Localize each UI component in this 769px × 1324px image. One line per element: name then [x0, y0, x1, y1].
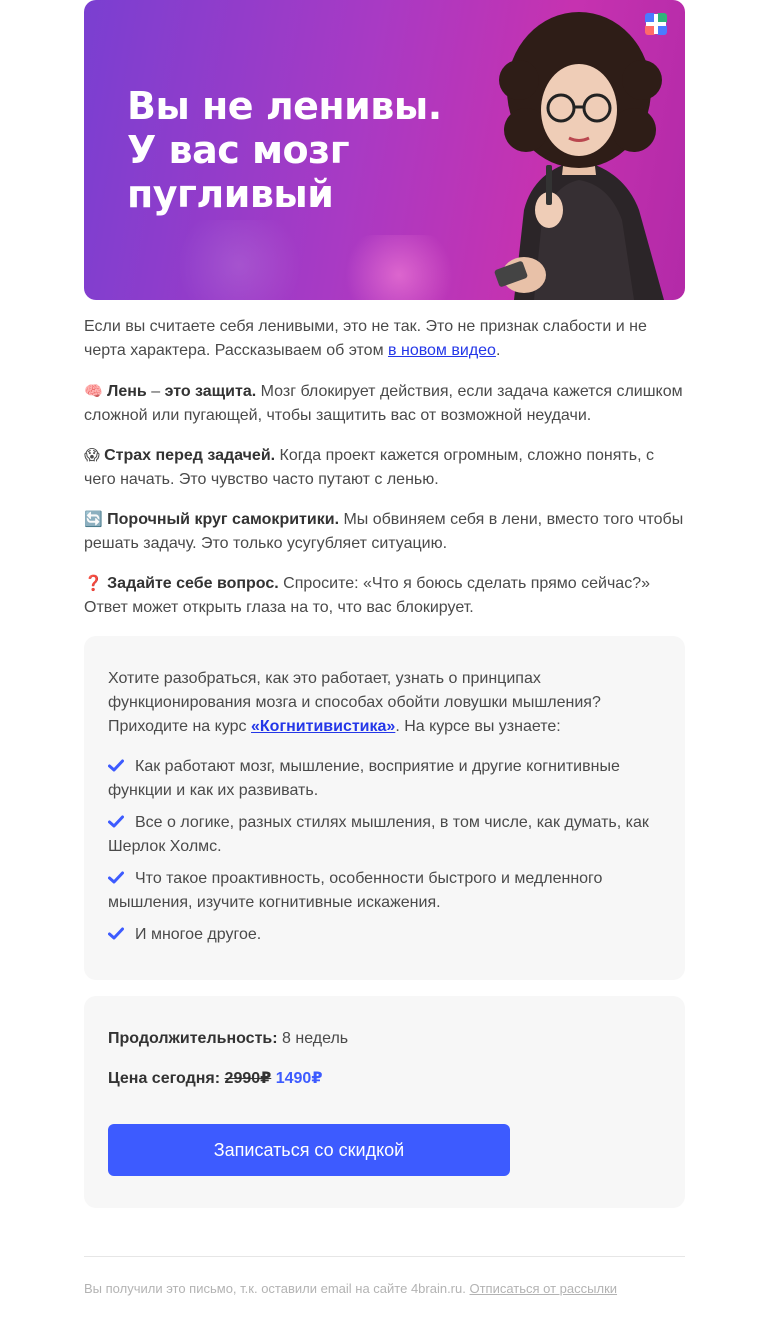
offer-card [84, 996, 685, 1208]
4brain-logo-icon [644, 12, 668, 36]
duration-value: 8 недель [277, 1030, 349, 1047]
cycle-arrows-icon: 🔄 [84, 510, 103, 528]
list-item-text: И многое другое. [135, 926, 262, 943]
hero-glow-left [164, 220, 314, 300]
point-self-criticism [84, 507, 685, 556]
presenter-photo [474, 10, 685, 300]
new-video-link[interactable]: в новом видео [388, 342, 496, 359]
duration-row [108, 1027, 661, 1051]
point-text: Мозг блокирует действия, если задача кажется слишком сложной или пугающей, чтобы защитить вас от возможной неудачи. [84, 383, 683, 424]
point-title-2: это защита. [164, 383, 257, 400]
point-title: Лень [107, 383, 147, 400]
old-price: 2990₽ [224, 1070, 272, 1087]
course-text: Хотите разобраться, как это работает, узнать о принципах функционирования мозга и способах обойти ловушки мышления? Приходите на курс [108, 670, 601, 735]
intro-period: . [495, 342, 501, 359]
list-item-text: Как работают мозг, мышление, восприятие и другие когнитивные функции и как их развивать. [108, 758, 620, 799]
list-item [108, 811, 661, 859]
point-text: Когда проект кажется огромным, сложно понять, с чего начать. Это чувство часто путают с ленью. [84, 447, 654, 488]
list-item-text: Что такое проактивность, особенности быстрого и медленного мышления, изучите когнитивные искажения. [108, 870, 603, 911]
list-item [108, 923, 661, 947]
point-text: Спросите: «Что я боюсь сделать прямо сейчас?» Ответ может открыть глаза на то, что вас блокирует. [84, 575, 650, 616]
question-mark-icon: ❓ [84, 574, 103, 592]
duration-label: Продолжительность: [108, 1030, 278, 1047]
site-link[interactable]: 4brain.ru [410, 1281, 463, 1296]
price-label: Цена сегодня: [108, 1070, 221, 1087]
point-title: Порочный круг самокритики. [107, 511, 340, 528]
footer-divider [84, 1256, 685, 1257]
point-text: Мы обвиняем себя в лени, вместо того чтобы решать задачу. Это только усугубляет ситуацию. [84, 511, 684, 552]
course-text-end: . На курсе вы узнаете: [395, 718, 561, 735]
list-item [108, 867, 661, 915]
scream-face-icon: 😱 [84, 446, 100, 464]
course-card [84, 636, 685, 980]
list-item-text: Все о логике, разных стилях мышления, в том числе, как думать, как Шерлок Холмс. [108, 814, 649, 855]
check-icon [108, 759, 124, 772]
new-price: 1490₽ [275, 1070, 323, 1087]
intro-paragraph [84, 315, 685, 363]
list-item [108, 755, 661, 803]
hero-banner[interactable] [84, 0, 685, 300]
price-row [108, 1067, 661, 1091]
point-title: Страх перед задачей. [104, 447, 276, 464]
point-title: Задайте себе вопрос. [107, 575, 279, 592]
check-icon [108, 927, 124, 940]
hero-glow [334, 235, 464, 300]
course-description [108, 667, 661, 739]
point-fear [84, 443, 685, 492]
intro-text: Если вы считаете себя ленивыми, это не так. Это не признак слабости и не черта характера. Рассказываем об этом [84, 318, 647, 359]
email-body [84, 0, 685, 1296]
point-question [84, 571, 685, 620]
unsubscribe-link[interactable]: Отписаться от рассылки [469, 1281, 618, 1296]
check-icon [108, 871, 124, 884]
brain-icon: 🧠 [84, 382, 103, 400]
footer-notice: Вы получили это письмо, т.к. оставили email на сайте [84, 1281, 411, 1296]
check-icon [108, 815, 124, 828]
footer-separator: . [462, 1281, 470, 1296]
footer-text [84, 1281, 685, 1297]
enroll-discount-button[interactable]: Записаться со скидкой [108, 1124, 510, 1176]
point-laziness [84, 379, 685, 428]
course-link[interactable]: «Когнитивистика» [251, 718, 396, 735]
hero-title: Вы не ленивы. У вас мозг пугливый [127, 84, 442, 216]
point-dash: – [146, 383, 165, 400]
